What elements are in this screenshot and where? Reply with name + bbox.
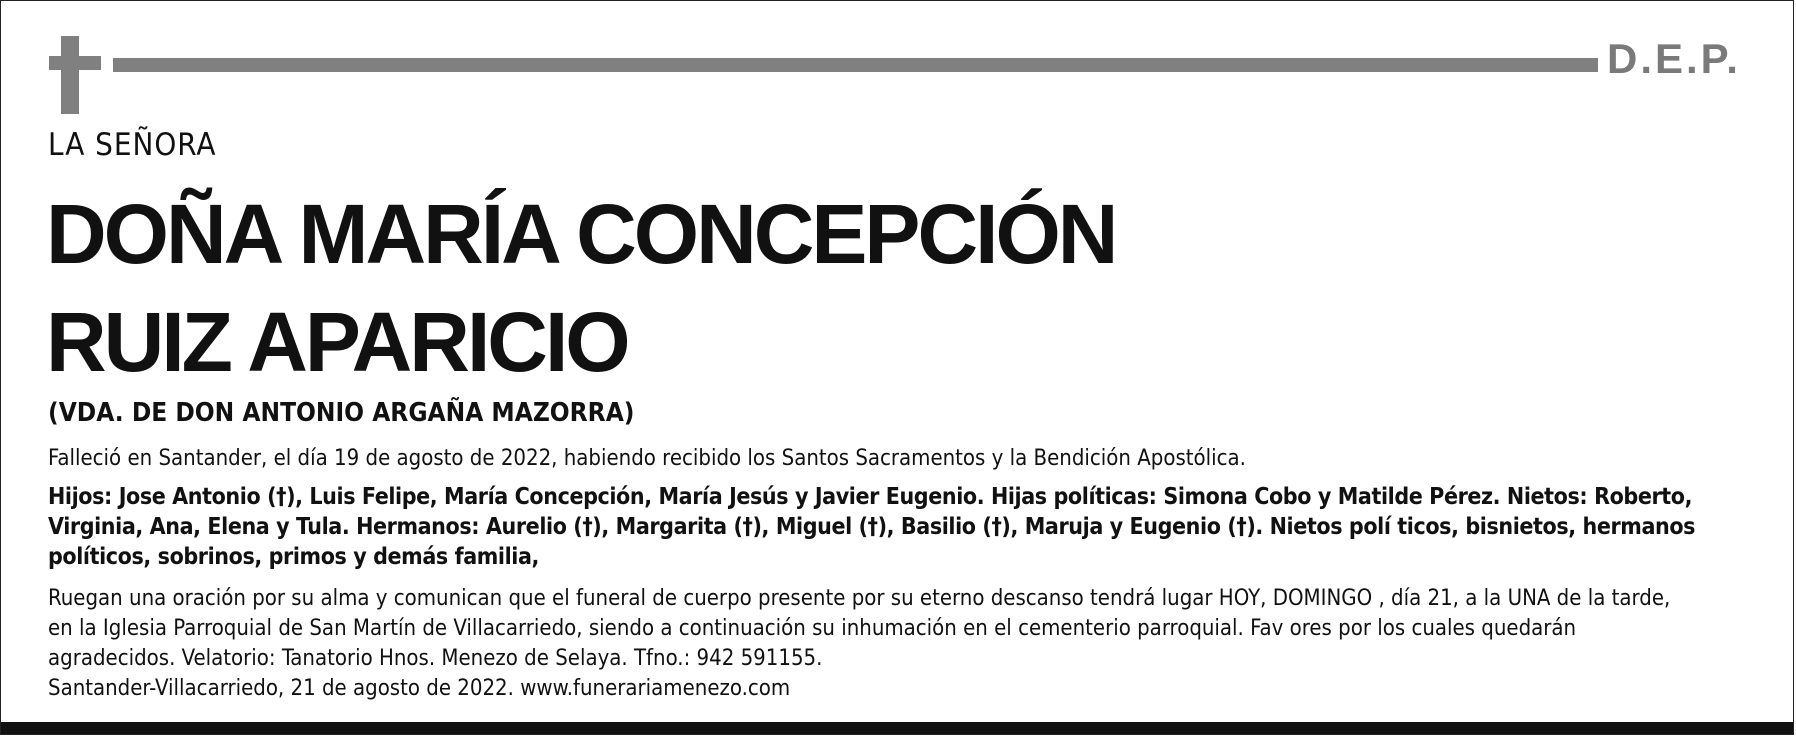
name-line-2: RUIZ APARICIO [46, 295, 628, 389]
family-line-3: políticos, sobrinos, primos y demás familia, [48, 544, 540, 570]
cross-icon-arm [49, 56, 101, 70]
deceased-name [46, 180, 1115, 396]
funeral-details [48, 584, 1758, 674]
widow-line: (VDA. DE DON ANTONIO ARGAÑA MAZORRA) [48, 398, 635, 428]
family-line-1: Hijos: Jose Antonio (†), Luis Felipe, María Concepción, María Jesús y Javier Eugenio. Hijas políticas: Simona Cobo y Matilde Pérez. Nietos: Roberto, [48, 484, 1693, 510]
honorific: LA SEÑORA [48, 127, 217, 163]
family-line-2: Virginia, Ana, Elena y Tula. Hermanos: Aurelio (†), Margarita (†), Miguel (†), Basilio (†), Maruja y Eugenio (†). Nietos polí ticos, bisnietos, hermanos [48, 514, 1696, 540]
family-list [48, 482, 1758, 572]
dep-label: D.E.P. [1607, 35, 1741, 82]
cross-icon [61, 36, 79, 114]
funeral-line-1: Ruegan una oración por su alma y comunican que el funeral de cuerpo presente por su eterno descanso tendrá lugar HOY, DOMINGO , día 21, a la UNA de la tarde, [48, 586, 1671, 611]
funeral-line-2: en la Iglesia Parroquial de San Martín de Villacarriedo, siendo a continuación su inhumación en el cementerio parroquial. Fav ores por los cuales quedarán [48, 616, 1577, 641]
funeral-line-3: agradecidos. Velatorio: Tanatorio Hnos. Menezo de Selaya. Tfno.: 942 591155. [48, 646, 823, 671]
bottom-border [1, 722, 1793, 734]
death-notice: Falleció en Santander, el día 19 de agosto de 2022, habiendo recibido los Santos Sacramentos y la Bendición Apostólica. [48, 446, 1246, 471]
closing-line: Santander-Villacarriedo, 21 de agosto de 2022. www.funerariamenezo.com [48, 676, 791, 701]
header-rule [113, 58, 1598, 72]
name-line-1: DOÑA MARÍA CONCEPCIÓN [46, 187, 1116, 281]
